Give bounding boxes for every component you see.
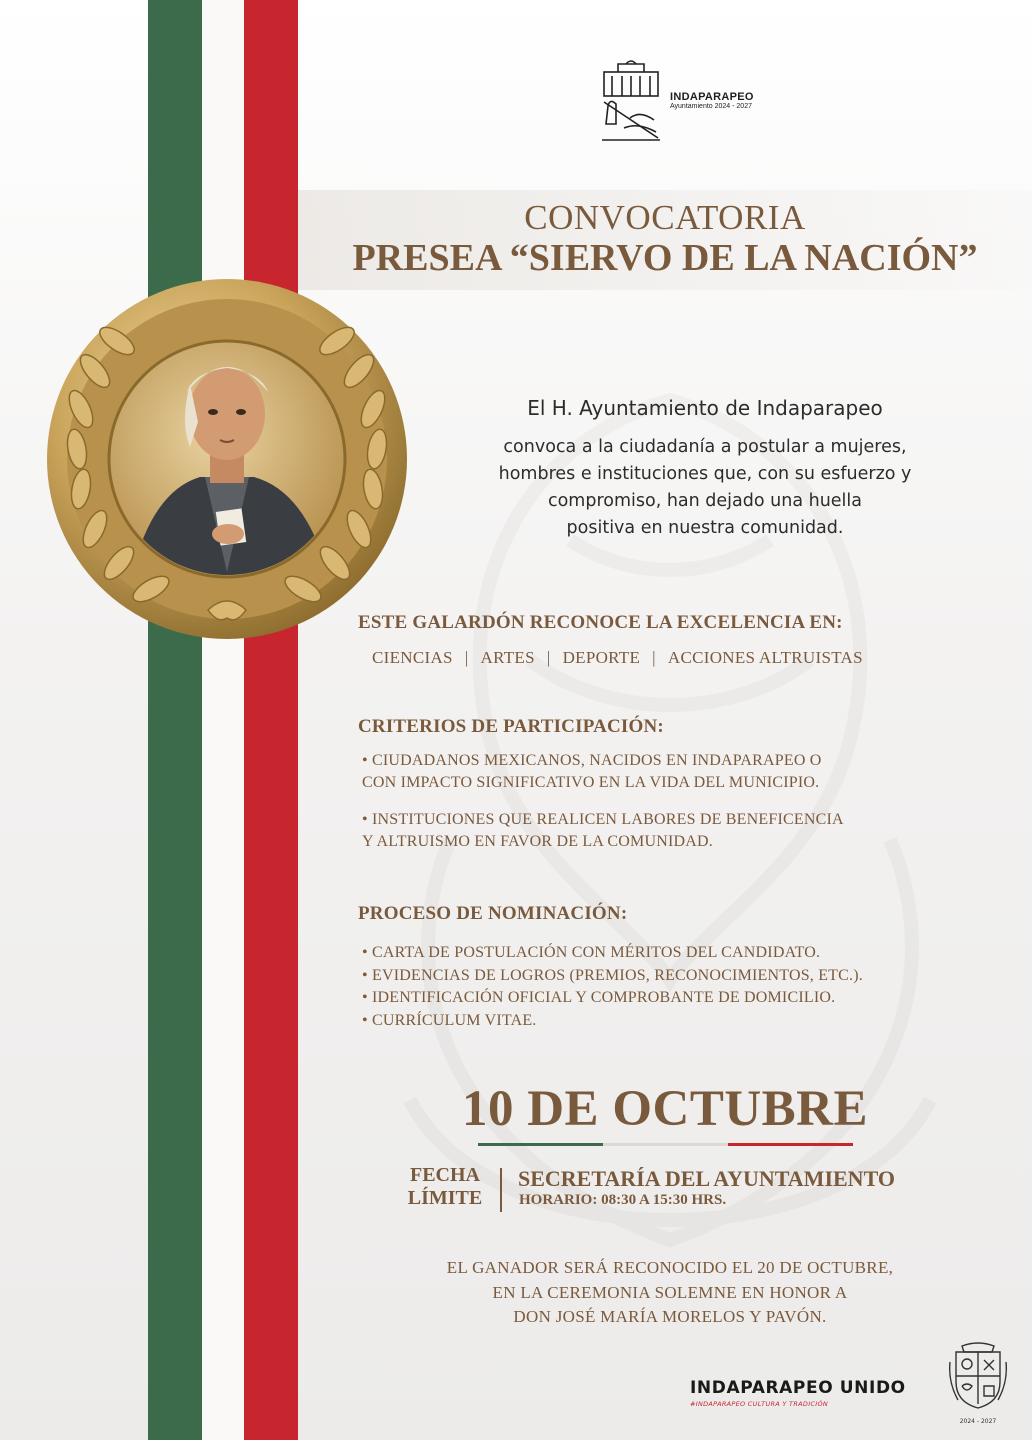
process-item: • CURRÍCULUM VITAE. (362, 1011, 537, 1029)
footer-brand-name (690, 1378, 906, 1398)
tricolor-underline (478, 1143, 853, 1147)
closing-block (380, 1256, 960, 1330)
ayuntamiento-logo (600, 50, 770, 150)
category-separator: | (464, 648, 469, 667)
municipal-crest (948, 1342, 1008, 1424)
closing-line: EN LA CEREMONIA SOLEMNE EN HONOR A (492, 1282, 848, 1302)
deadline-label-line1: FECHA (410, 1164, 480, 1186)
palace-building-icon (600, 58, 662, 142)
criteria-line: Y ALTRUISMO EN FAVOR DE LA COMUNIDAD. (362, 833, 713, 850)
category-ciencias: CIENCIAS (372, 648, 453, 667)
intro-body (420, 434, 990, 542)
intro-line: convoca a la ciudadanía a postular a mujeres, (503, 437, 907, 457)
divider-bar (500, 1168, 502, 1212)
process-item: • IDENTIFICACIÓN OFICIAL Y COMPROBANTE DE DOMICILIO. (362, 989, 836, 1006)
criteria-list (362, 750, 1002, 868)
footer-brand (690, 1378, 906, 1408)
criteria-line: • INSTITUCIONES QUE REALICEN LABORES DE BENEFICENCIA (362, 811, 844, 828)
closing-line: DON JOSÉ MARÍA MORELOS Y PAVÓN. (513, 1307, 827, 1326)
flag-stripe-white (202, 0, 244, 1440)
category-acciones-altruistas: ACCIONES ALTRUISTAS (667, 648, 863, 667)
crest-years: 2024 - 2027 (959, 1418, 997, 1425)
footer-brand-name-a: INDAPARAPEO (690, 1378, 840, 1398)
category-separator: | (652, 648, 656, 667)
flag-stripe-red (244, 0, 298, 1440)
closing-line: EL GANADOR SERÁ RECONOCIDO EL 20 DE OCTUBRE, (446, 1258, 894, 1277)
logo-subtitle: Ayuntamiento 2024 - 2027 (670, 102, 752, 110)
process-heading: PROCESO DE NOMINACIÓN: (358, 903, 628, 924)
intro-line: hombres e instituciones que, con su esfuerzo y (498, 464, 912, 484)
underline-red (728, 1143, 853, 1146)
page-title-presea: PRESEA “SIERVO DE LA NACIÓN” (352, 237, 978, 279)
deadline-place: SECRETARÍA DEL AYUNTAMIENTO (518, 1166, 895, 1191)
process-list (362, 942, 1002, 1032)
criteria-heading: CRITERIOS DE PARTICIPACIÓN: (358, 716, 664, 737)
category-deporte: DEPORTE (562, 648, 641, 667)
deadline-hours: HORARIO: 08:30 A 15:30 HRS. (519, 1192, 727, 1208)
intro-line: positiva en nuestra comunidad. (566, 518, 844, 538)
flag-stripe-green (148, 0, 202, 1440)
process-item: • CARTA DE POSTULACIÓN CON MÉRITOS DEL CANDIDATO. (362, 944, 821, 961)
underline-white (603, 1143, 728, 1146)
excellence-heading: ESTE GALARDÓN RECONOCE LA EXCELENCIA EN: (358, 612, 843, 633)
criteria-line: CON IMPACTO SIGNIFICATIVO EN LA VIDA DEL MUNICIPIO. (362, 774, 820, 791)
intro-line: compromiso, han dejado una huella (547, 491, 863, 511)
logo-name: INDAPARAPEO (670, 90, 754, 103)
category-artes: ARTES (480, 648, 535, 667)
municipal-crest-icon (948, 1342, 1008, 1412)
excellence-categories (372, 648, 863, 668)
deadline-label-line2: LÍMITE (407, 1187, 483, 1209)
intro-heading: El H. Ayuntamiento de Indaparapeo (527, 396, 883, 420)
criteria-item (362, 750, 1002, 794)
footer-tagline: #INDAPARAPEO CULTURA Y TRADICIÓN (690, 1400, 829, 1408)
intro-block (420, 396, 990, 542)
criteria-line: • CIUDADANOS MEXICANOS, NACIDOS EN INDAPARAPEO O (362, 752, 822, 769)
process-item: • EVIDENCIAS DE LOGROS (PREMIOS, RECONOCIMIENTOS, ETC.). (362, 966, 863, 984)
footer-brand-name-b: UNIDO (839, 1378, 906, 1398)
criteria-item (362, 809, 1002, 853)
laurel-medal-portrait (40, 272, 415, 647)
underline-green (478, 1143, 603, 1146)
page-title-convocatoria: CONVOCATORIA (524, 198, 806, 237)
deadline-date: 10 DE OCTUBRE (461, 1081, 869, 1137)
category-separator: | (546, 648, 551, 667)
deadline-label (400, 1164, 490, 1210)
